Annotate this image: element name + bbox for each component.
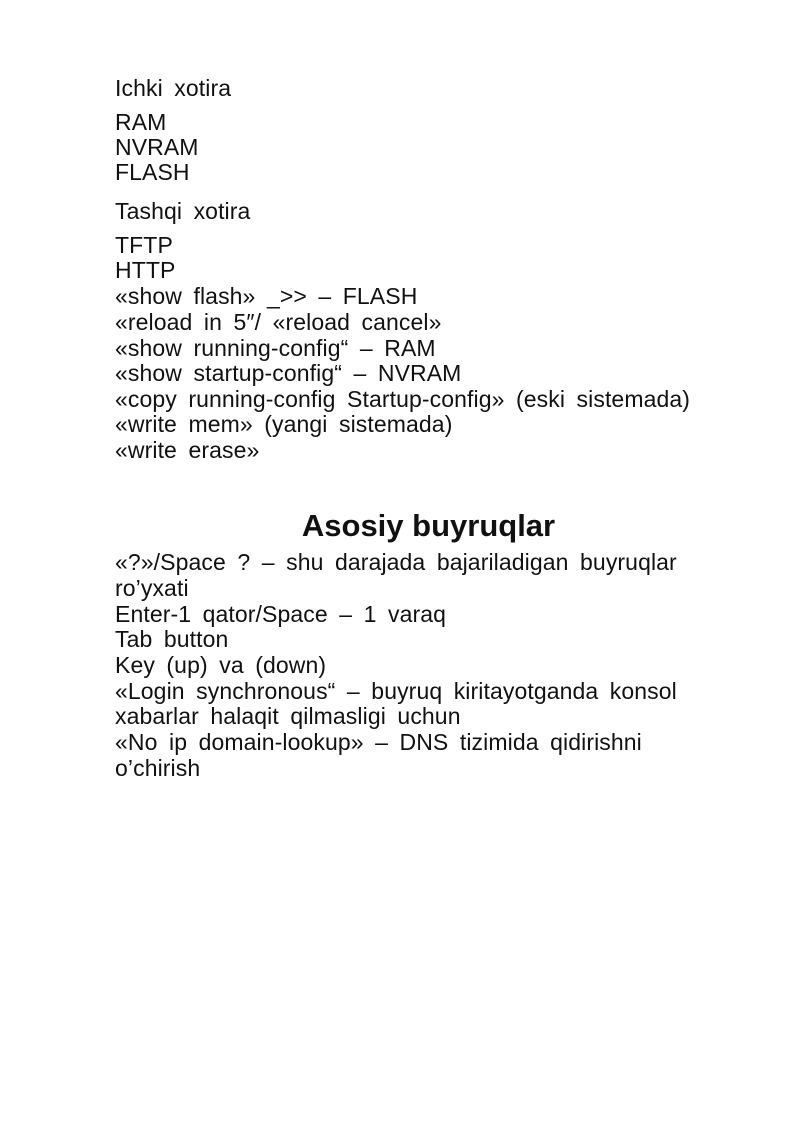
text-line: xabarlar halaqit qilmasligi uchun	[115, 703, 461, 729]
external-memory-item-http: HTTP	[115, 257, 176, 283]
command-line: «show startup-config“ – NVRAM	[115, 360, 462, 386]
text-line: o’chirish	[115, 755, 201, 781]
internal-memory-item-flash: FLASH	[115, 159, 190, 185]
text-line: Enter-1 qator/Space – 1 varaq	[115, 601, 447, 627]
text-line: «Login synchronous“ – buyruq kiritayotganda konsol	[115, 678, 677, 704]
text-line: Tab button	[115, 626, 229, 652]
command-line: «write mem» (yangi sistemada)	[115, 411, 453, 437]
internal-memory-title: Ichki xotira	[115, 75, 232, 101]
command-line: «show flash» _>> – FLASH	[115, 283, 418, 309]
external-memory-item-tftp: TFTP	[115, 232, 173, 258]
internal-memory-item-ram: RAM	[115, 109, 167, 135]
text-line: ro’yxati	[115, 575, 189, 601]
command-line: «reload in 5″/ «reload cancel»	[115, 309, 442, 335]
text-line: «No ip domain-lookup» – DNS tizimida qidirishni	[115, 729, 642, 755]
command-line: «show running-config“ – RAM	[115, 335, 436, 361]
command-line: «copy running-config Startup-config» (eski sistemada)	[115, 386, 691, 412]
section-heading: Asosiy buyruqlar	[301, 508, 556, 543]
text-line: «?»/Space ? – shu darajada bajariladigan buyruqlar	[115, 549, 677, 575]
text-line: Key (up) va (down)	[115, 652, 327, 678]
external-memory-title: Tashqi xotira	[115, 198, 251, 224]
command-line: «write erase»	[115, 437, 260, 463]
internal-memory-item-nvram: NVRAM	[115, 134, 199, 160]
